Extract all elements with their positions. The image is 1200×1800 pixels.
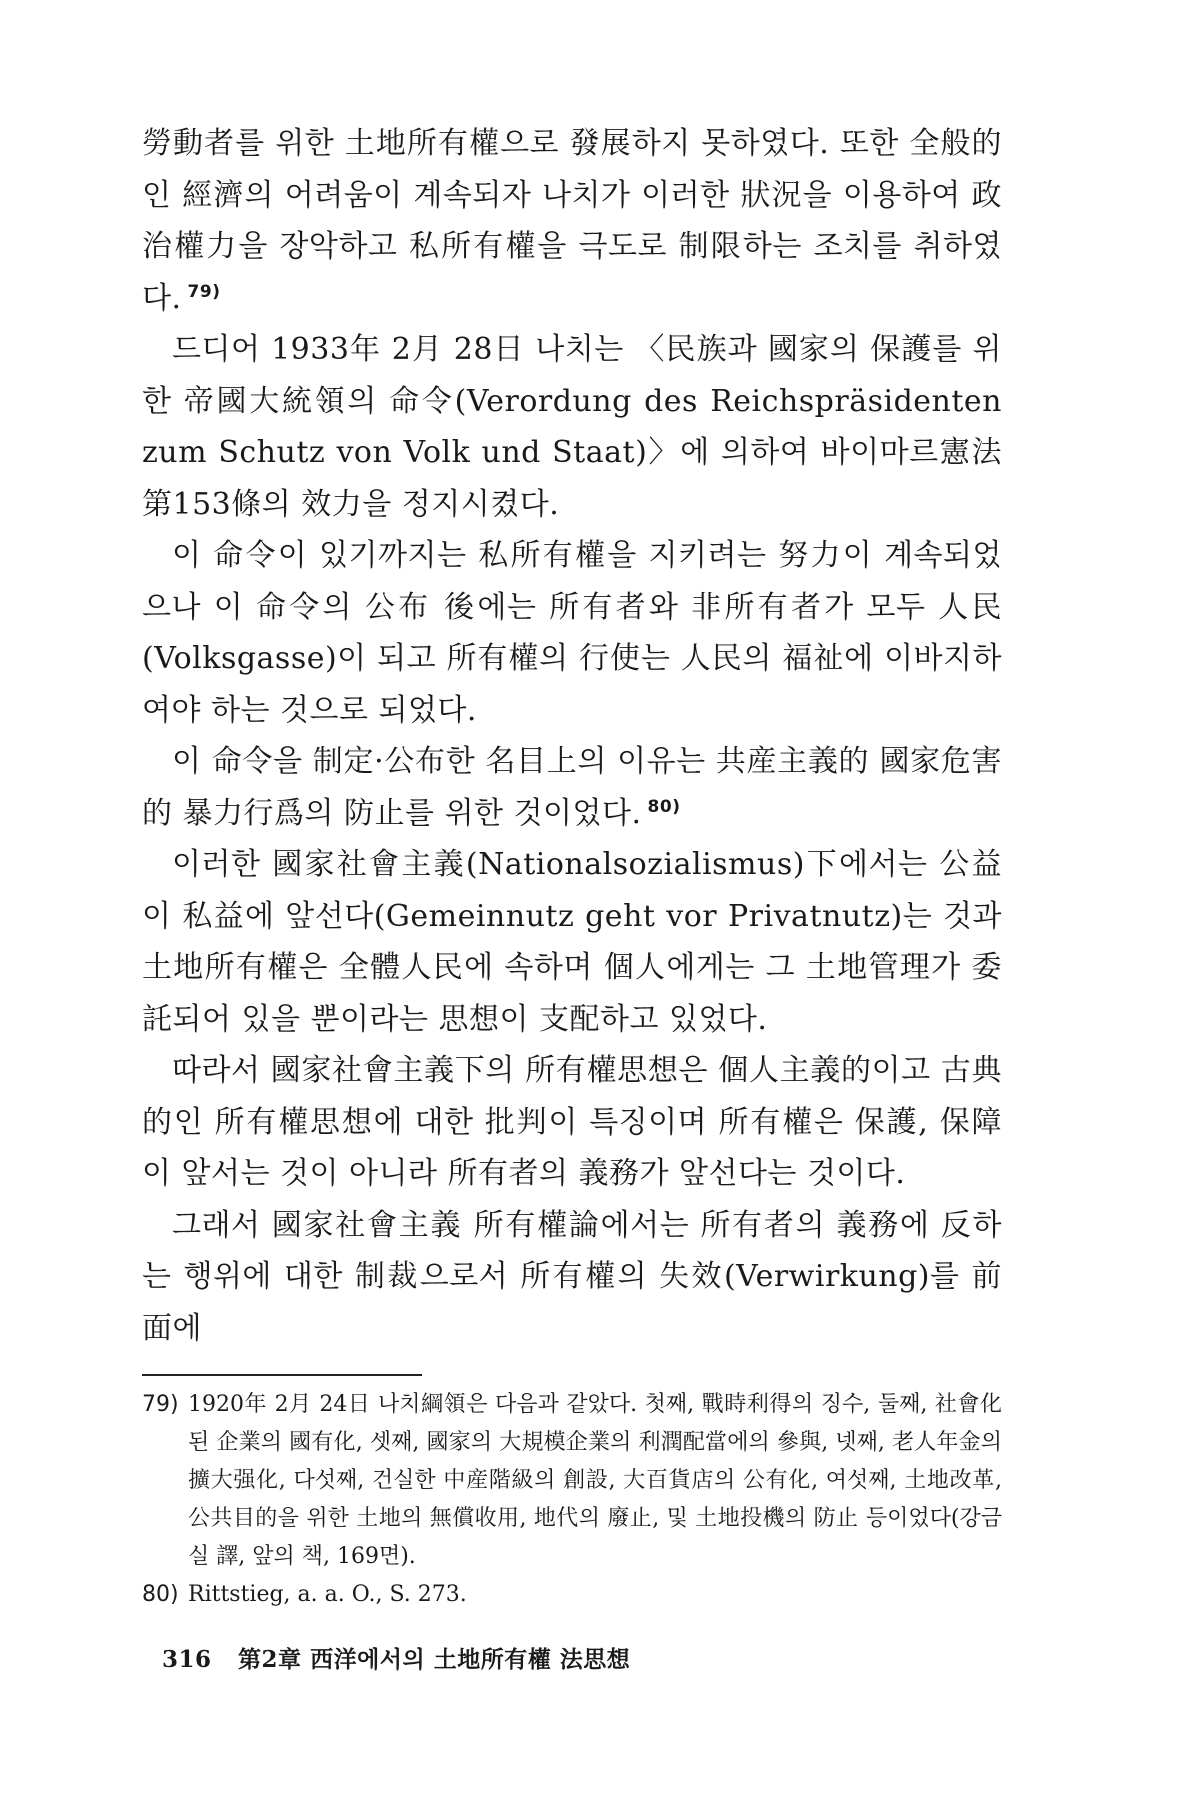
footnote-text: Rittstieg, a. a. O., S. 273.: [188, 1582, 467, 1607]
paragraph-2: 드디어 1933年 2月 28日 나치는 〈民族과 國家의 保護를 위한 帝國大統領의 命令(Verordung des Reichspräsidenten zum Schutz von Volk und Staat)〉에 의하여 바이마르憲法 第153條의 效力을 정지시켰다.: [142, 332, 1002, 522]
paragraph-6: 따라서 國家社會主義下의 所有權思想은 個人主義的이고 古典的인 所有權思想에 대한 批判이 특징이며 所有權은 保護, 保障이 앞서는 것이 아니라 所有者의 義務가 앞선다는 것이다.: [142, 1053, 1002, 1191]
page-content: [142, 118, 1002, 1614]
footnote-ref-79: 79): [187, 281, 221, 302]
footnote-80: [142, 1576, 1002, 1614]
footnote-divider: [142, 1374, 422, 1376]
paragraph-7: 그래서 國家社會主義 所有權論에서는 所有者의 義務에 反하는 행위에 대한 制裁으로서 所有權의 失效(Verwirkung)를 前面에: [142, 1207, 1002, 1346]
footnote-79: [142, 1386, 1002, 1576]
chapter-title: 西洋에서의 土地所有權 法思想: [310, 1646, 631, 1673]
paragraph-5: 이러한 國家社會主義(Nationalsozialismus)下에서는 公益이 私益에 앞선다(Gemeinnutz geht vor Privatnutz)는 것과 土地所有權은 全體人民에 속하며 個人에게는 그 土地管理가 委託되어 있을 뿐이라는 思想이 支配하고 있었다.: [142, 847, 1002, 1037]
footnotes: [142, 1386, 1002, 1614]
page-number: 316: [162, 1646, 212, 1673]
body-text: [142, 118, 1002, 1354]
chapter-label: 第2章: [238, 1646, 302, 1673]
footnote-number: 80): [142, 1582, 179, 1607]
footnote-ref-80: 80): [647, 796, 681, 817]
paragraph-4-text: 이 命令을 制定·公布한 名目上의 이유는 共産主義的 國家危害的 暴力行爲의 防止를 위한 것이었다.: [142, 744, 1002, 831]
footnote-text: 1920年 2月 24日 나치綱領은 다음과 같았다. 첫째, 戰時利得의 징수, 둘째, 社會化된 企業의 國有化, 셋째, 國家의 大規模企業의 利潤配當에의 參與, 넷째, 老人年金의 擴大强化, 다섯째, 건실한 中産階級의 創設, 大百貨店의 公有化, 여섯째, 土地改革, 公共目的을 위한 土地의 無償收用, 地代의 廢止, 및 土地投機의 防止 등이었다(강금실 譯, 앞의 책, 169면).: [188, 1392, 1002, 1569]
footnote-number: 79): [142, 1392, 179, 1417]
paragraph-1: [142, 118, 1002, 324]
paragraph-1-text: 勞動者를 위한 土地所有權으로 發展하지 못하였다. 또한 全般的인 經濟의 어려움이 계속되자 나치가 이러한 狀況을 이용하여 政治權力을 장악하고 私所有權을 극도로 制限하는 조치를 취하였다.: [142, 126, 1002, 316]
paragraph-4: [142, 736, 1002, 839]
page-footer: [162, 1641, 630, 1674]
paragraph-3: 이 命令이 있기까지는 私所有權을 지키려는 努力이 계속되었으나 이 命令의 公布 後에는 所有者와 非所有者가 모두 人民(Volksgasse)이 되고 所有權의 行使는 人民의 福祉에 이바지하여야 하는 것으로 되었다.: [142, 538, 1002, 728]
